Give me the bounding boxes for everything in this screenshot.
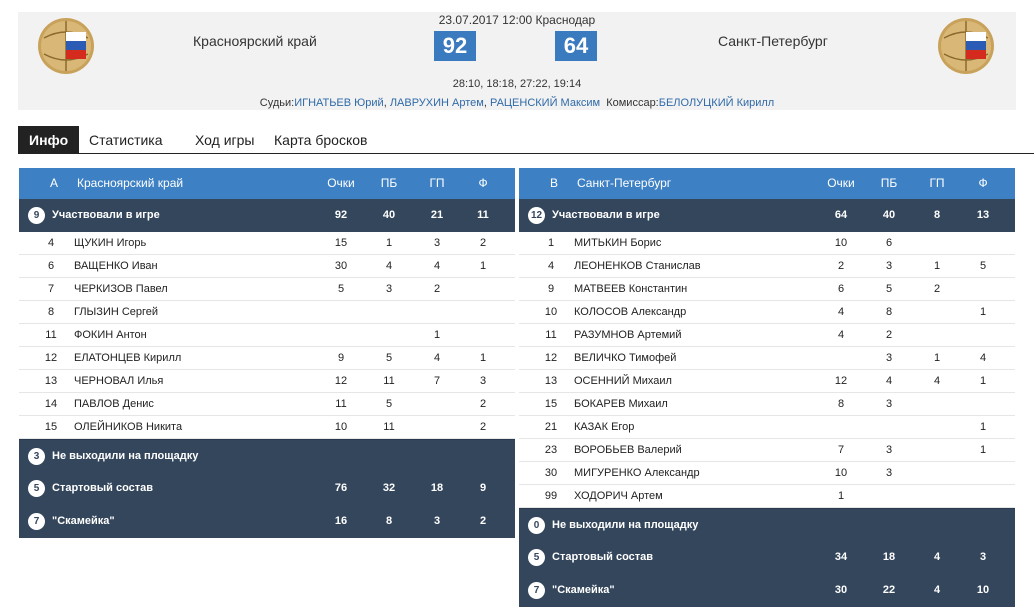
player-row xyxy=(519,324,1015,347)
bench-summary xyxy=(519,574,1015,607)
player-rebounds: 4 xyxy=(885,375,893,387)
commissioner-label: Комиссар: xyxy=(606,97,659,109)
player-fouls: 5 xyxy=(979,260,987,272)
tab-bar xyxy=(18,126,1034,154)
summary-fouls: 3 xyxy=(979,551,987,563)
player-number: 8 xyxy=(47,306,55,318)
player-row xyxy=(519,278,1015,301)
referees-label: Судьи: xyxy=(259,97,295,109)
player-row xyxy=(19,393,515,416)
player-points: 5 xyxy=(337,283,345,295)
table-team-name: Санкт-Петербург xyxy=(577,176,672,190)
summary-assists: 18 xyxy=(430,482,444,494)
summary-label: Участвовали в игре xyxy=(52,209,160,221)
summary-rebounds: 40 xyxy=(382,209,396,221)
player-number: 11 xyxy=(545,329,557,341)
player-name[interactable]: ОСЕННИЙ Михаил xyxy=(574,375,672,387)
player-row xyxy=(19,301,515,324)
player-name[interactable]: ПАВЛОВ Денис xyxy=(74,398,154,410)
player-points: 15 xyxy=(334,237,348,249)
player-points: 1 xyxy=(837,490,845,502)
player-points: 12 xyxy=(334,375,348,387)
player-name[interactable]: КАЗАК Егор xyxy=(574,421,635,433)
player-number: 12 xyxy=(544,352,558,364)
player-points: 11 xyxy=(335,398,347,410)
player-rebounds: 11 xyxy=(383,375,395,387)
match-header xyxy=(18,12,1016,110)
player-number: 21 xyxy=(544,421,558,433)
not-played-summary xyxy=(519,508,1015,541)
player-name[interactable]: ГЛЫЗИН Сергей xyxy=(74,306,159,318)
player-number: 1 xyxy=(547,237,555,249)
away-score: 64 xyxy=(555,31,597,61)
col-points: Очки xyxy=(827,176,855,190)
player-row xyxy=(519,439,1015,462)
player-rebounds: 3 xyxy=(885,398,893,410)
player-number: 14 xyxy=(44,398,58,410)
federation-logo-right-icon xyxy=(936,16,996,76)
player-rebounds: 6 xyxy=(885,237,893,249)
tab-statistics[interactable]: Статистика xyxy=(89,132,163,148)
summary-assists: 4 xyxy=(933,584,941,596)
summary-points: 16 xyxy=(334,515,348,527)
player-rebounds: 3 xyxy=(385,283,393,295)
player-fouls: 1 xyxy=(479,260,487,272)
home-score: 92 xyxy=(434,31,476,61)
player-row xyxy=(519,232,1015,255)
player-points: 10 xyxy=(834,237,848,249)
player-fouls: 1 xyxy=(979,375,987,387)
summary-assists: 4 xyxy=(933,551,941,563)
quarter-scores: 28:10, 18:18, 27:22, 19:14 xyxy=(452,78,582,90)
player-rebounds: 1 xyxy=(385,237,393,249)
summary-label: Стартовый состав xyxy=(552,551,654,563)
player-row xyxy=(19,255,515,278)
player-row xyxy=(519,393,1015,416)
player-points: 9 xyxy=(337,352,345,364)
player-number: 99 xyxy=(544,490,558,502)
player-rebounds: 5 xyxy=(885,283,893,295)
summary-fouls: 9 xyxy=(479,482,487,494)
player-points: 8 xyxy=(837,398,845,410)
col-assists: ГП xyxy=(929,176,945,190)
officials-line xyxy=(18,97,1016,109)
player-name[interactable]: ЛЕОНЕНКОВ Станислав xyxy=(574,260,701,272)
col-rebounds: ПБ xyxy=(880,176,898,190)
player-assists: 1 xyxy=(933,260,941,272)
player-name[interactable]: КОЛОСОВ Александр xyxy=(574,306,687,318)
player-name[interactable]: МИГУРЕНКО Александр xyxy=(574,467,700,479)
player-points: 2 xyxy=(837,260,845,272)
player-assists: 1 xyxy=(933,352,941,364)
count-badge: 7 xyxy=(28,513,45,530)
player-name[interactable]: ОЛЕЙНИКОВ Никита xyxy=(74,421,183,433)
table-team-name: Красноярский край xyxy=(77,176,184,190)
count-badge: 0 xyxy=(528,517,545,534)
player-row xyxy=(19,370,515,393)
count-badge: 9 xyxy=(28,207,45,224)
summary-rebounds: 18 xyxy=(882,551,896,563)
player-name[interactable]: ВЕЛИЧКО Тимофей xyxy=(574,352,677,364)
summary-assists: 8 xyxy=(933,209,941,221)
player-number: 4 xyxy=(47,237,55,249)
player-row xyxy=(519,347,1015,370)
referee-link[interactable]: ИГНАТЬЕВ Юрий xyxy=(294,97,384,109)
summary-points: 92 xyxy=(334,209,348,221)
player-assists: 4 xyxy=(933,375,941,387)
summary-fouls: 11 xyxy=(477,209,489,221)
summary-fouls: 2 xyxy=(479,515,487,527)
summary-rebounds: 22 xyxy=(882,584,896,596)
player-points: 7 xyxy=(837,444,845,456)
player-number: 15 xyxy=(44,421,58,433)
player-name[interactable]: РАЗУМНОВ Артемий xyxy=(574,329,682,341)
player-number: 4 xyxy=(547,260,555,272)
played-summary xyxy=(19,199,515,232)
player-name[interactable]: ЧЕРНОВАЛ Илья xyxy=(74,375,164,387)
player-name[interactable]: ФОКИН Антон xyxy=(74,329,147,341)
player-name[interactable]: МИТЬКИН Борис xyxy=(574,237,662,249)
player-rebounds: 5 xyxy=(385,352,393,364)
summary-label: Не выходили на площадку xyxy=(52,450,199,462)
player-rebounds: 3 xyxy=(885,352,893,364)
player-row xyxy=(519,416,1015,439)
summary-points: 64 xyxy=(834,209,848,221)
summary-fouls: 10 xyxy=(976,584,990,596)
summary-rebounds: 32 xyxy=(382,482,396,494)
player-rebounds: 3 xyxy=(885,260,893,272)
home-team-name[interactable]: Красноярский край xyxy=(193,33,317,49)
count-badge: 7 xyxy=(528,582,545,599)
player-points: 30 xyxy=(334,260,348,272)
summary-assists: 3 xyxy=(433,515,441,527)
player-name[interactable]: ВОРОБЬЕВ Валерий xyxy=(574,444,682,456)
count-badge: 5 xyxy=(528,549,545,566)
player-row xyxy=(519,370,1015,393)
commissioner-link[interactable]: БЕЛОЛУЦКИЙ Кирилл xyxy=(658,97,775,109)
player-number: 13 xyxy=(44,375,58,387)
summary-rebounds: 8 xyxy=(385,515,393,527)
player-points: 12 xyxy=(834,375,848,387)
separator: , xyxy=(483,97,490,109)
player-number: 13 xyxy=(544,375,558,387)
summary-points: 30 xyxy=(834,584,848,596)
referee-link[interactable]: ЛАВРУХИН Артем xyxy=(389,97,484,109)
tab-game-flow[interactable]: Ход игры xyxy=(195,132,255,148)
player-rebounds: 3 xyxy=(885,444,893,456)
player-assists: 4 xyxy=(433,352,441,364)
summary-label: Не выходили на площадку xyxy=(552,519,699,531)
player-fouls: 1 xyxy=(979,306,987,318)
match-date-place: 23.07.2017 12:00 Краснодар xyxy=(438,13,596,27)
count-badge: 12 xyxy=(528,207,545,224)
col-fouls: Ф xyxy=(978,176,988,190)
col-rebounds: ПБ xyxy=(380,176,398,190)
player-fouls: 1 xyxy=(979,444,987,456)
away-team-table xyxy=(519,168,1015,607)
player-row xyxy=(19,347,515,370)
player-row xyxy=(19,232,515,255)
away-team-name[interactable]: Санкт-Петербург xyxy=(718,33,828,49)
summary-label: Стартовый состав xyxy=(52,482,154,494)
tab-info[interactable]: Инфо xyxy=(18,126,79,154)
player-points: 10 xyxy=(834,467,848,479)
player-points: 4 xyxy=(837,306,845,318)
group-letter: A xyxy=(49,176,58,190)
home-team-table xyxy=(19,168,515,538)
player-name[interactable]: ВАЩЕНКО Иван xyxy=(74,260,158,272)
group-letter: B xyxy=(549,176,558,190)
tab-shot-chart[interactable]: Карта бросков xyxy=(274,132,368,148)
count-badge: 5 xyxy=(28,480,45,497)
player-rebounds: 8 xyxy=(885,306,893,318)
player-number: 6 xyxy=(47,260,55,272)
table-header xyxy=(519,168,1015,199)
player-row xyxy=(519,485,1015,508)
player-name[interactable]: ЧЕРКИЗОВ Павел xyxy=(74,283,168,295)
player-row xyxy=(519,301,1015,324)
player-number: 12 xyxy=(44,352,58,364)
summary-points: 76 xyxy=(334,482,348,494)
player-assists: 7 xyxy=(433,375,441,387)
starters-summary xyxy=(519,541,1015,574)
player-number: 11 xyxy=(45,329,57,341)
player-row xyxy=(19,278,515,301)
player-points: 4 xyxy=(837,329,845,341)
player-row xyxy=(519,255,1015,278)
player-name[interactable]: ХОДОРИЧ Артем xyxy=(574,490,663,502)
player-fouls: 2 xyxy=(479,237,487,249)
player-rows xyxy=(19,232,515,439)
bench-summary xyxy=(19,505,515,538)
summary-points: 34 xyxy=(834,551,848,563)
player-assists: 2 xyxy=(933,283,941,295)
player-fouls: 1 xyxy=(479,352,487,364)
summary-fouls: 13 xyxy=(976,209,990,221)
player-fouls: 1 xyxy=(979,421,987,433)
player-points: 6 xyxy=(837,283,845,295)
summary-rebounds: 40 xyxy=(882,209,896,221)
player-number: 23 xyxy=(544,444,558,456)
count-badge: 3 xyxy=(28,448,45,465)
player-rebounds: 5 xyxy=(385,398,393,410)
table-header xyxy=(19,168,515,199)
played-summary xyxy=(519,199,1015,232)
col-fouls: Ф xyxy=(478,176,488,190)
not-played-summary xyxy=(19,439,515,472)
player-name[interactable]: ЩУКИН Игорь xyxy=(74,237,147,249)
col-assists: ГП xyxy=(429,176,445,190)
summary-label: "Скамейка" xyxy=(52,515,115,527)
player-assists: 3 xyxy=(433,237,441,249)
player-name[interactable]: БОКАРЕВ Михаил xyxy=(574,398,668,410)
player-rebounds: 2 xyxy=(885,329,893,341)
player-row xyxy=(19,416,515,439)
player-row xyxy=(19,324,515,347)
player-rebounds: 11 xyxy=(383,421,395,433)
player-number: 10 xyxy=(544,306,558,318)
player-number: 30 xyxy=(544,467,558,479)
player-name[interactable]: МАТВЕЕВ Константин xyxy=(574,283,688,295)
referee-link[interactable]: РАЦЕНСКИЙ Максим xyxy=(489,97,601,109)
player-name[interactable]: ЕЛАТОНЦЕВ Кирилл xyxy=(74,352,182,364)
player-fouls: 4 xyxy=(979,352,987,364)
player-number: 7 xyxy=(47,283,55,295)
starters-summary xyxy=(19,472,515,505)
player-number: 15 xyxy=(544,398,558,410)
col-points: Очки xyxy=(327,176,355,190)
summary-label: "Скамейка" xyxy=(552,584,615,596)
player-rows xyxy=(519,232,1015,508)
player-fouls: 2 xyxy=(479,398,487,410)
separator: , xyxy=(383,97,390,109)
player-assists: 2 xyxy=(433,283,441,295)
player-rebounds: 3 xyxy=(885,467,893,479)
player-fouls: 2 xyxy=(479,421,487,433)
summary-label: Участвовали в игре xyxy=(552,209,660,221)
summary-assists: 21 xyxy=(430,209,444,221)
player-number: 9 xyxy=(547,283,555,295)
player-fouls: 3 xyxy=(479,375,487,387)
player-assists: 1 xyxy=(433,329,441,341)
player-assists: 4 xyxy=(433,260,441,272)
player-row xyxy=(519,462,1015,485)
player-points: 10 xyxy=(334,421,348,433)
player-rebounds: 4 xyxy=(385,260,393,272)
